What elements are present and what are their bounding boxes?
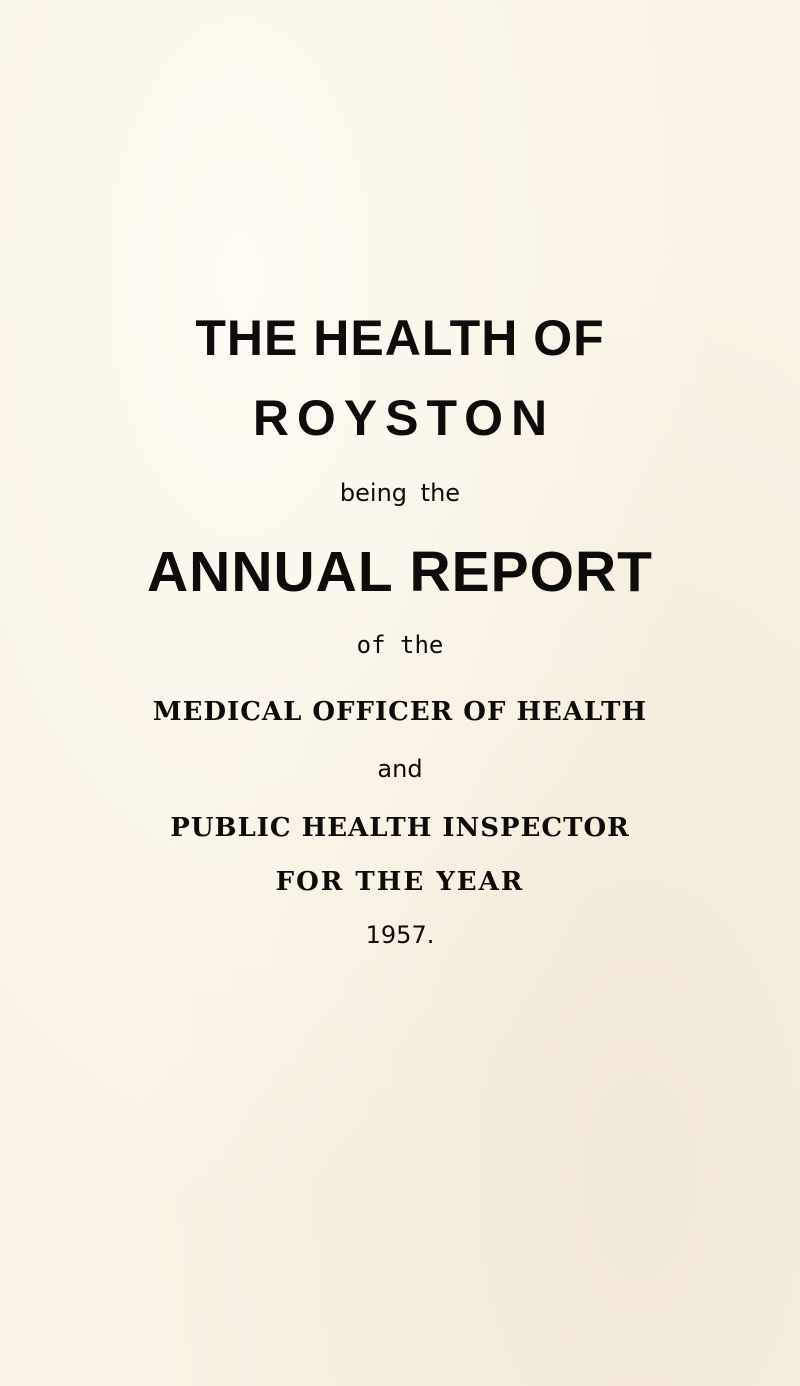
medical-officer-line: MEDICAL OFFICER OF HEALTH — [152, 697, 648, 727]
title-line-1: THE HEALTH OF — [195, 310, 605, 366]
being-the-text: being the — [339, 479, 461, 507]
annual-report-heading: ANNUAL REPORT — [147, 540, 653, 604]
of-the-text: of the — [356, 631, 444, 659]
title-place-name: ROYSTON — [252, 390, 556, 446]
for-the-year-line: FOR THE YEAR — [275, 867, 525, 897]
public-health-inspector-line: PUBLIC HEALTH INSPECTOR — [170, 813, 630, 843]
report-year: 1957. — [365, 921, 435, 949]
and-text: and — [377, 755, 423, 783]
